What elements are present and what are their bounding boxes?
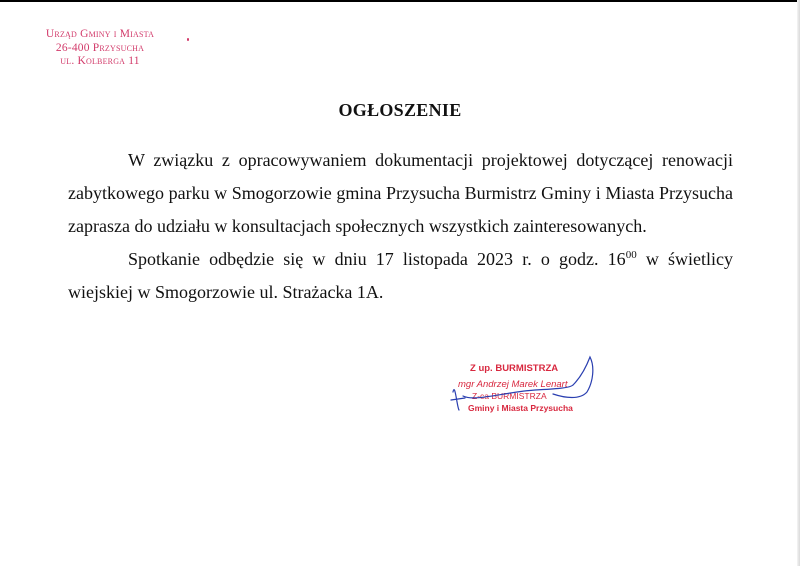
paragraph-meeting bbox=[68, 243, 733, 309]
seal-line-authority: Z up. BURMISTRZA bbox=[470, 363, 559, 374]
stamp-line-office: Urząd Gminy i Miasta bbox=[45, 28, 155, 40]
meeting-text-before: Spotkanie odbędzie się w dniu 17 listopada 2023 r. o godz. 16 bbox=[128, 249, 626, 269]
paragraph-invitation: W związku z opracowywaniem dokumentacji projektowej dotyczącej renowacji zabytkowego parku w Smogorzowie gmina Przysucha Burmistrz Gminy i Miasta Przysucha zaprasza do udziału w konsultacjach społecznych wszystkich zainteresowanych. bbox=[68, 150, 733, 236]
meeting-time-minutes: 00 bbox=[625, 249, 637, 261]
stamp-line-street: ul. Kolberga 11 bbox=[60, 55, 140, 67]
ink-dot bbox=[187, 38, 189, 41]
handwritten-signature bbox=[445, 352, 615, 422]
seal-line-name: mgr Andrzej Marek Lenart bbox=[458, 379, 568, 390]
document-body bbox=[68, 144, 733, 309]
office-stamp bbox=[20, 28, 180, 69]
document-title: OGŁOSZENIE bbox=[338, 100, 462, 120]
seal-line-office: Gminy i Miasta Przysucha bbox=[468, 403, 573, 413]
seal-line-position: Z-ca BURMISTRZA bbox=[472, 391, 547, 401]
stamp-line-postcode: 26-400 Przysucha bbox=[55, 41, 145, 54]
scan-edge-top bbox=[0, 0, 800, 2]
meeting-text-after: w świetlicy wiejskiej w Smogorzowie ul. Strażacka 1A. bbox=[68, 249, 733, 302]
